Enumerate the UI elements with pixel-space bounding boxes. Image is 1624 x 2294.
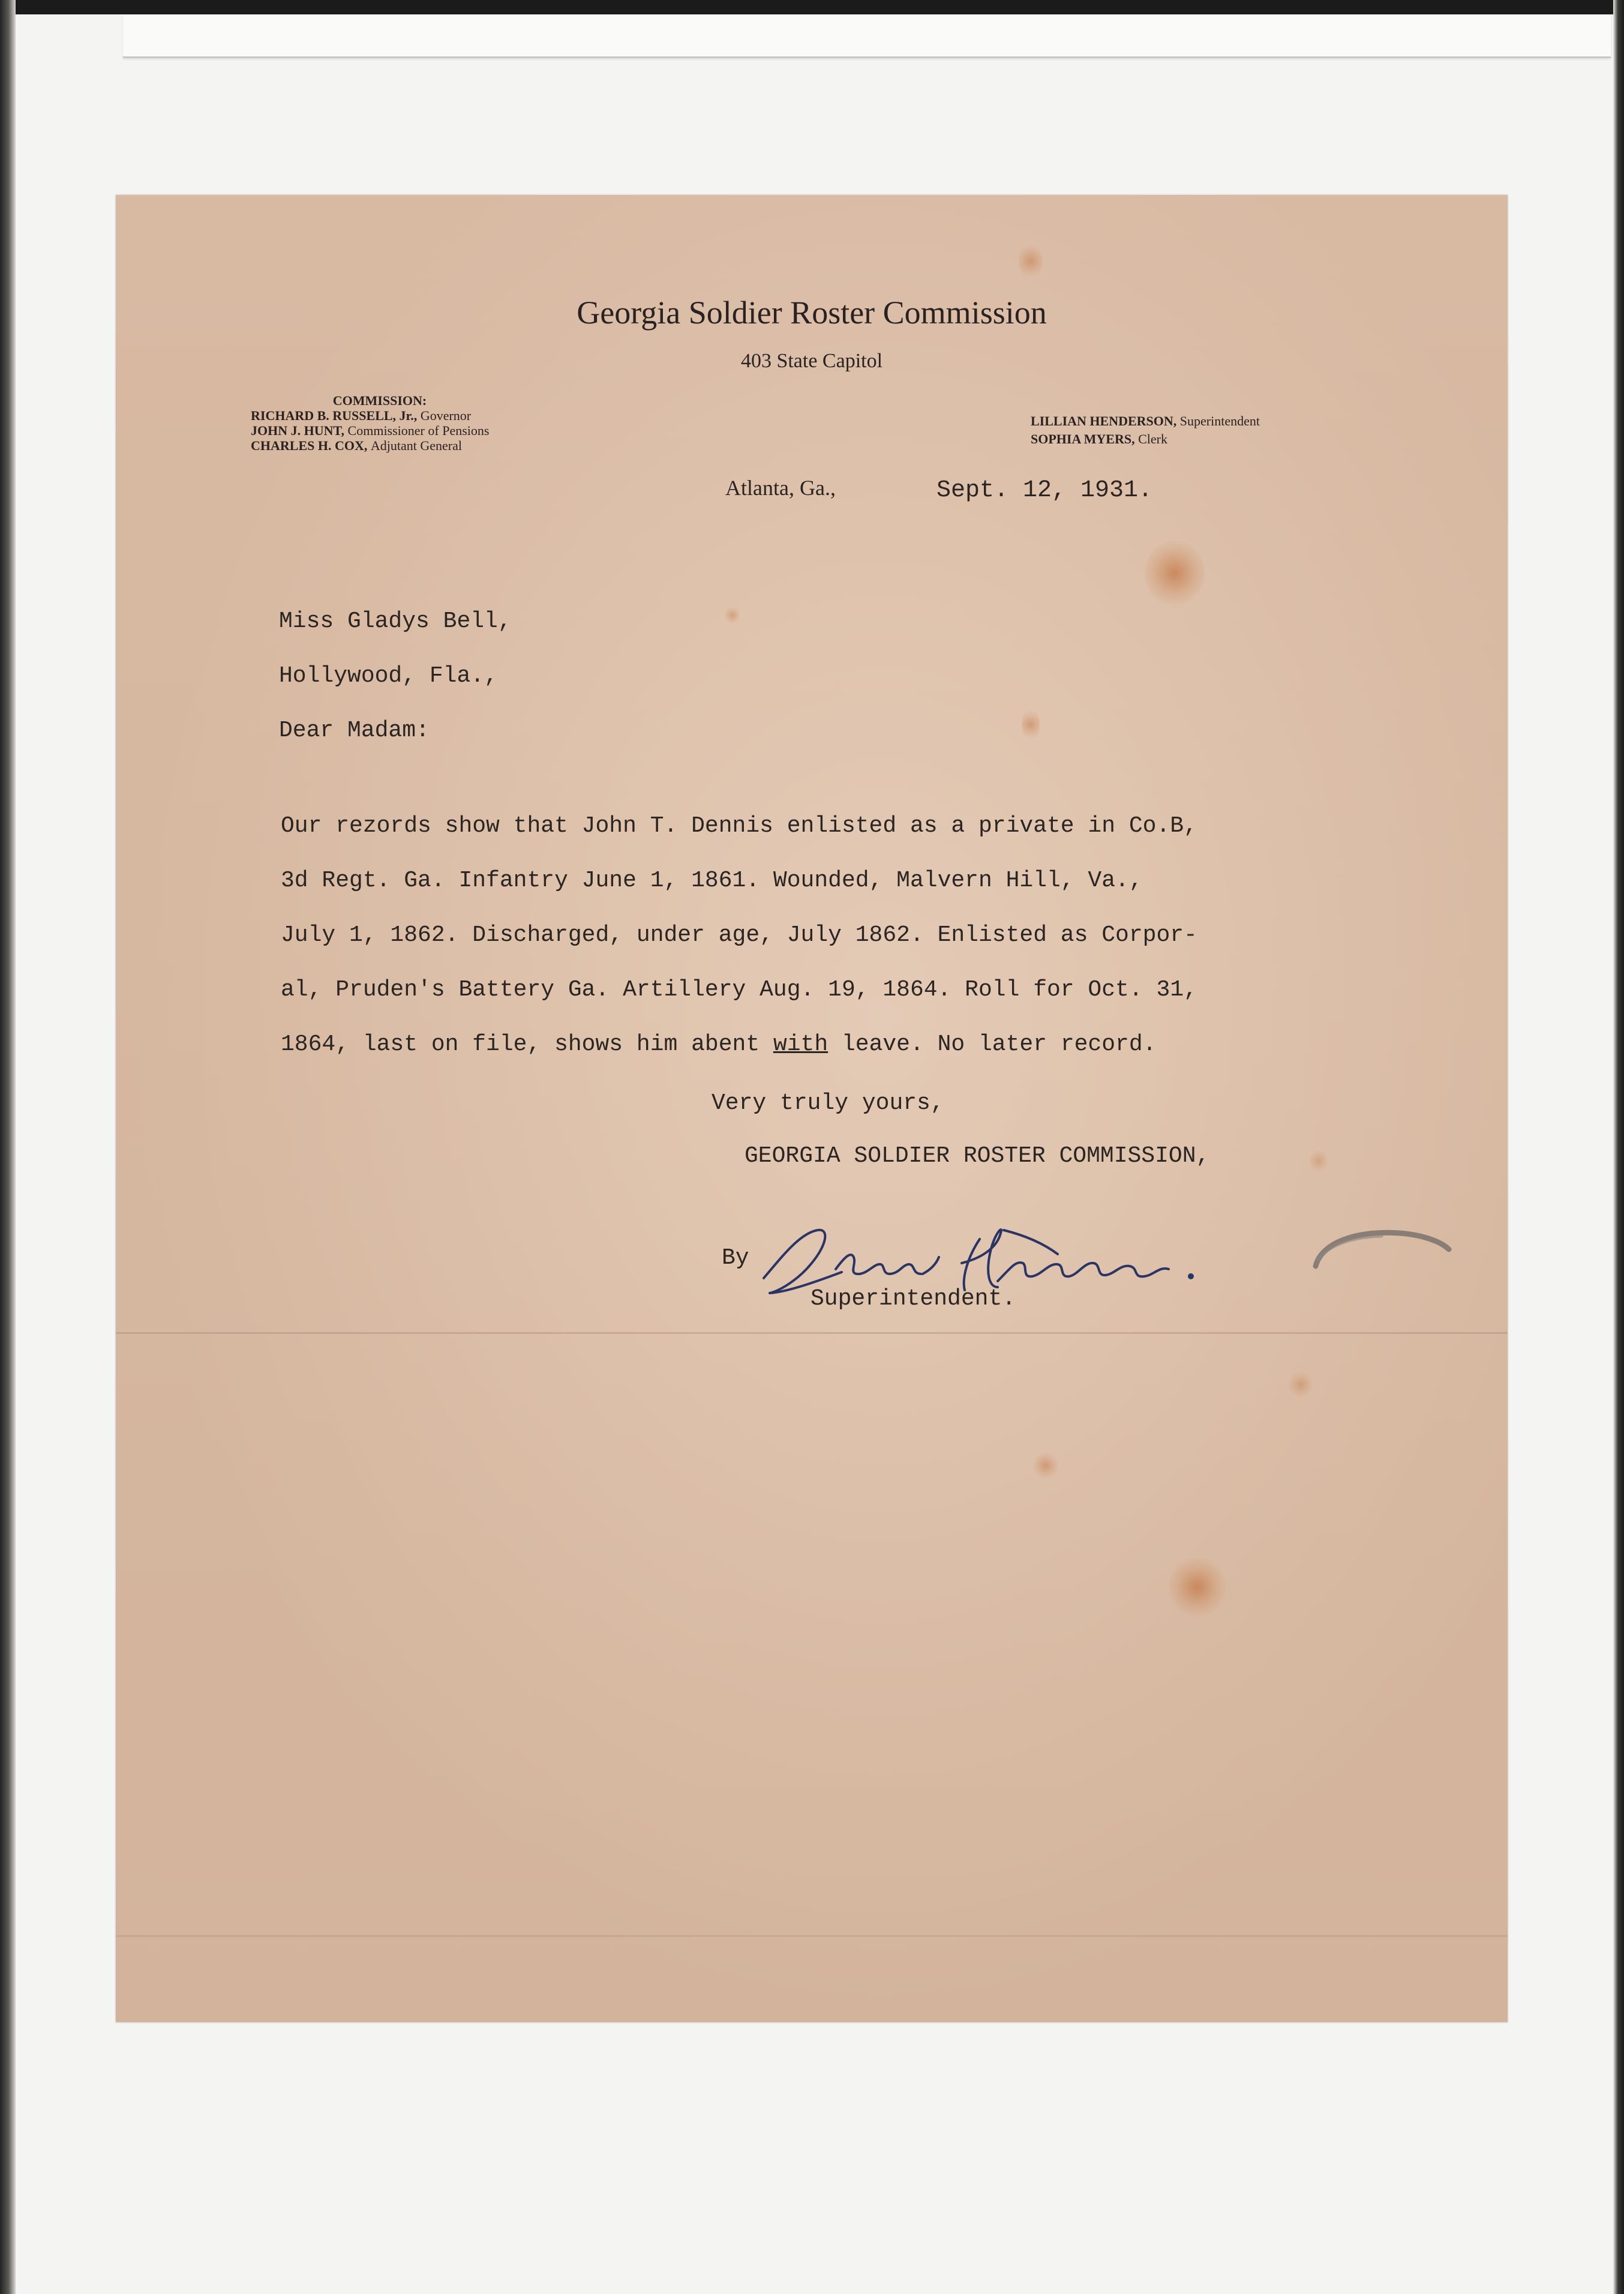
commission-member: CHARLES H. COX, Adjutant General — [251, 438, 462, 453]
commission-member: RICHARD B. RUSSELL, Jr., Governor — [251, 408, 472, 423]
letterhead-address: 403 State Capitol — [740, 350, 883, 372]
stain — [1034, 1452, 1058, 1479]
letter-place: Atlanta, Ga., — [725, 476, 836, 500]
closing-block — [712, 1077, 1209, 1183]
salutation: Dear Madam: — [279, 718, 430, 743]
stain — [1019, 243, 1043, 279]
stain — [725, 606, 740, 624]
valediction: Very truly yours, — [712, 1090, 944, 1116]
scanner-edge-top — [0, 0, 1624, 14]
body-line: 1864, last on file, shows him abent with leave. No later record. — [281, 1031, 1157, 1057]
letter-date: Sept. 12, 1931. — [936, 477, 1153, 504]
commission-member: JOHN J. HUNT, Commissioner of Pensions — [251, 423, 490, 438]
letter-page — [116, 195, 1508, 2022]
addressee-city: Hollywood, Fla., — [279, 663, 498, 689]
body-line: Our rezords show that John T. Dennis enlisted as a private in Co.B, — [281, 813, 1197, 839]
stain — [1289, 1371, 1313, 1398]
addressee-block — [279, 594, 512, 758]
closing-organization: GEORGIA SOLDIER ROSTER COMMISSION, — [745, 1143, 1210, 1169]
stain — [1169, 1557, 1226, 1617]
stain — [1310, 1149, 1328, 1173]
commission-members — [251, 393, 509, 453]
commission-heading: COMMISSION: — [332, 393, 427, 408]
fold-line — [116, 1332, 1508, 1334]
scanner-edge-left — [0, 0, 16, 2294]
pencil-mark — [1310, 1218, 1454, 1272]
letter-body — [281, 799, 1457, 1072]
addressee-name: Miss Gladys Bell, — [279, 608, 512, 634]
scanner-edge-right — [1613, 0, 1624, 2294]
fold-line — [116, 1935, 1508, 1937]
underlined-word: with — [773, 1031, 828, 1057]
body-line: al, Pruden's Battery Ga. Artillery Aug. 19, 1864. Roll for Oct. 31, — [281, 977, 1197, 1003]
staff-member: LILLIAN HENDERSON, Superintendent — [1031, 413, 1260, 428]
paper-strip-top — [123, 14, 1611, 58]
staff-member: SOPHIA MYERS, Clerk — [1031, 431, 1167, 446]
signature-title: Superintendent. — [811, 1286, 1016, 1312]
body-line: July 1, 1862. Discharged, under age, July 1862. Enlisted as Corpor- — [281, 922, 1197, 948]
signature-by: By — [722, 1245, 749, 1271]
staff-members — [1031, 412, 1260, 448]
stain — [1145, 540, 1205, 606]
body-line: 3d Regt. Ga. Infantry June 1, 1861. Wounded, Malvern Hill, Va., — [281, 868, 1143, 893]
stain — [1022, 708, 1040, 741]
letterhead-title: Georgia Soldier Roster Commission — [577, 295, 1047, 331]
